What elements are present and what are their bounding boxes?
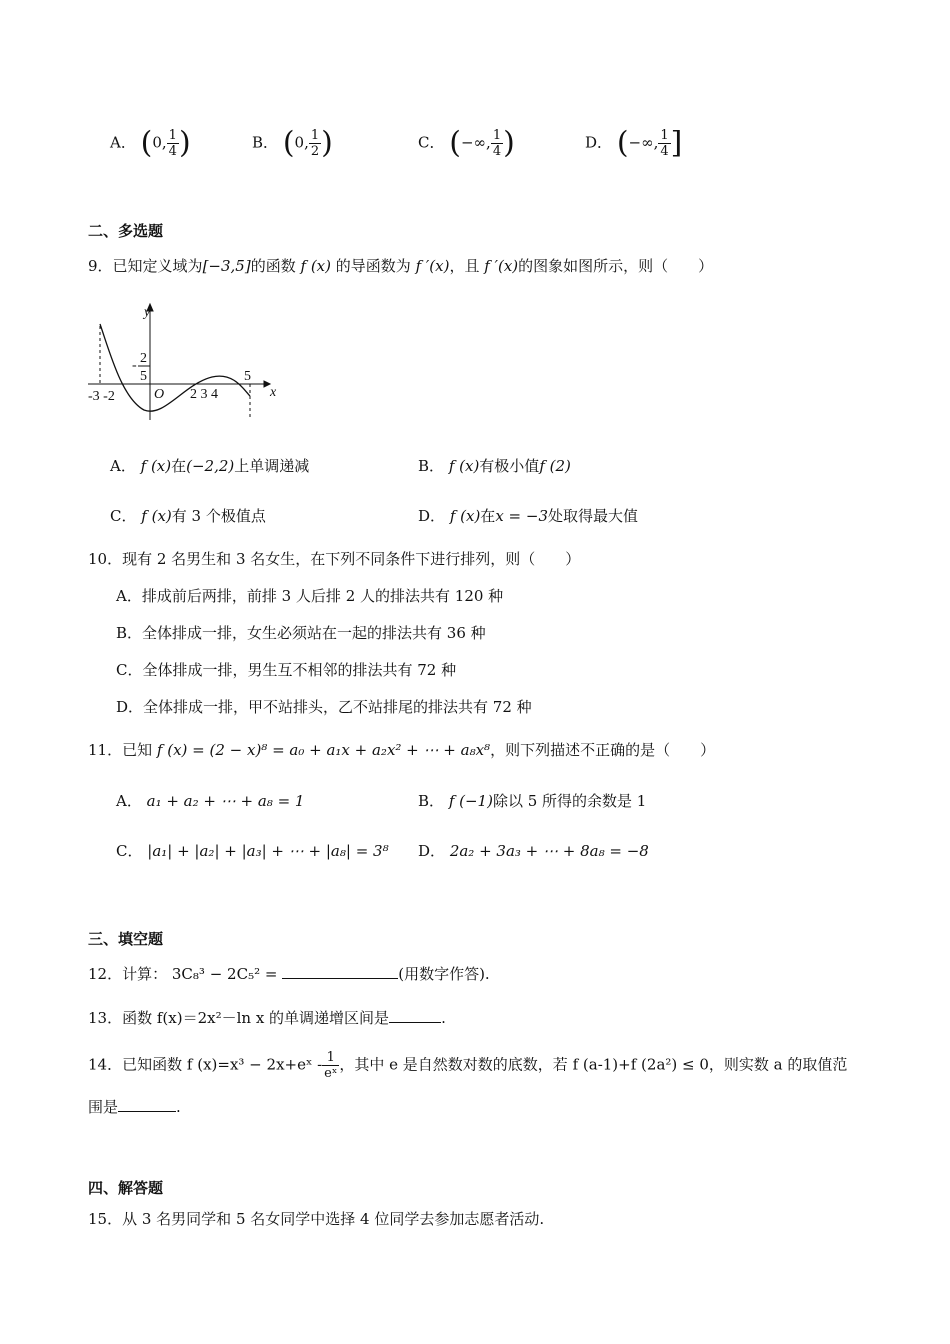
derivative-curve xyxy=(100,324,250,411)
q8-option-c xyxy=(418,125,515,161)
option-text: 全体排成一排，甲不站排头，乙不站排尾的排法共有 72 种 xyxy=(143,698,532,716)
section-heading-free-response: 四、解答题 xyxy=(88,1179,164,1197)
option-label: C． xyxy=(116,661,143,679)
option-label: D． xyxy=(418,507,446,525)
derivative-symbol: f ′(x) xyxy=(415,257,450,275)
open-paren: ( xyxy=(449,125,461,161)
stem-text: 的图象如图所示，则（ ） xyxy=(518,257,714,275)
stem-text: ，则下列描述不正确的是（ ） xyxy=(490,741,716,759)
x-tick-labels-left: -3 -2 xyxy=(88,389,115,404)
interval-left: −∞, xyxy=(628,133,659,152)
q9-option-c xyxy=(110,506,266,526)
q10-option-d xyxy=(116,697,532,717)
option-label: B． xyxy=(252,133,279,152)
interval-left: 0, xyxy=(294,133,309,152)
q12-stem xyxy=(88,964,490,984)
denominator: eˣ xyxy=(324,1066,338,1081)
math-expression: a₁ + a₂ + ⋯ + a₈ = 1 xyxy=(146,792,305,810)
open-paren: ( xyxy=(140,125,153,161)
close-paren: ) xyxy=(503,125,515,161)
question-number: 15． xyxy=(88,1210,123,1228)
q11-option-b xyxy=(418,791,646,811)
option-text: 全体排成一排，男生互不相邻的排法共有 72 种 xyxy=(142,661,457,679)
q11-option-a xyxy=(116,791,304,811)
q9-option-d xyxy=(418,506,638,526)
fraction xyxy=(322,1050,339,1081)
fraction xyxy=(167,128,179,159)
option-label: D． xyxy=(585,133,613,152)
option-text: 有 3 个极值点 xyxy=(171,507,266,525)
math-expression: 2a₂ + 3a₃ + ⋯ + 8a₈ = −8 xyxy=(449,842,649,860)
answer-blank[interactable] xyxy=(282,964,398,979)
q10-option-c xyxy=(116,660,456,680)
y-intercept-sign: - xyxy=(132,358,137,373)
open-paren: ( xyxy=(616,125,629,161)
q11-stem xyxy=(88,740,715,760)
fraction xyxy=(491,128,503,159)
math-expression: f (−1) xyxy=(448,792,493,810)
stem-text: . xyxy=(441,1009,446,1027)
y-axis-label: y xyxy=(144,305,151,320)
numerator: 1 xyxy=(322,1050,339,1066)
question-number: 14． xyxy=(88,1055,123,1074)
option-text: 有极小值 xyxy=(479,457,540,475)
q8-option-b xyxy=(252,125,333,161)
y-intercept-numerator: 2 xyxy=(140,351,147,366)
q14-stem xyxy=(88,1050,847,1081)
interval-left: 0, xyxy=(152,133,167,152)
q14-stem-line2 xyxy=(88,1097,181,1117)
math-expression: |a₁| + |a₂| + |a₃| + ⋯ + |a₈| = 3⁸ xyxy=(147,842,389,860)
numerator: 1 xyxy=(310,128,320,143)
y-intercept-denominator: 5 xyxy=(140,369,147,384)
stem-text: 已知函数 xyxy=(122,1055,183,1074)
math-expression: f (x) xyxy=(140,457,172,475)
option-text: 处取得最大值 xyxy=(548,507,639,525)
interval-left: −∞, xyxy=(460,133,491,152)
denominator: 4 xyxy=(492,144,502,159)
section-heading-multiple-choice: 二、多选题 xyxy=(88,222,164,240)
math-expression: f (x) xyxy=(449,507,481,525)
question-number: 11． xyxy=(88,741,123,759)
domain-interval: [−3,5] xyxy=(202,257,251,275)
denominator: 4 xyxy=(168,144,177,159)
x-axis-label: x xyxy=(270,385,277,400)
option-text: 在 xyxy=(480,507,496,525)
option-label: A． xyxy=(116,792,142,810)
answer-blank[interactable] xyxy=(118,1097,176,1112)
denominator: 2 xyxy=(310,144,320,159)
q15-stem xyxy=(88,1209,544,1229)
stem-text: ，其中 e 是自然数对数的底数，若 xyxy=(339,1055,568,1074)
q9-option-a xyxy=(110,456,309,476)
option-text: 全体排成一排，女生必须站在一起的排法共有 36 种 xyxy=(142,624,486,642)
option-text: 上单调递减 xyxy=(234,457,310,475)
stem-text: 已知 xyxy=(122,741,153,759)
q13-stem xyxy=(88,1008,446,1028)
stem-text: 从 3 名男同学和 5 名女同学中选择 4 位同学去参加志愿者活动. xyxy=(122,1210,545,1228)
option-text: 在 xyxy=(171,457,187,475)
open-paren: ( xyxy=(282,125,295,161)
stem-text: 现有 2 名男生和 3 名女生，在下列不同条件下进行排列，则（ ） xyxy=(122,550,581,568)
math-interval: (−2,2) xyxy=(186,457,235,475)
q11-option-d xyxy=(418,841,649,861)
q10-option-b xyxy=(116,623,486,643)
math-expression: 3C₈³ − 2C₅² = xyxy=(171,965,278,983)
close-paren: ) xyxy=(321,125,333,161)
option-label: D． xyxy=(418,842,446,860)
q8-option-a xyxy=(110,125,191,161)
question-number: 12． xyxy=(88,965,123,983)
fraction xyxy=(309,128,321,159)
close-paren: ) xyxy=(178,125,191,161)
stem-text: 函数 f(x)＝2x²－ln x 的单调递增区间是 xyxy=(122,1009,390,1027)
question-number: 13． xyxy=(88,1009,123,1027)
stem-text: ，则实数 a 的取值范 xyxy=(708,1055,848,1074)
stem-text: 围是 xyxy=(88,1098,119,1116)
option-label: D． xyxy=(116,698,144,716)
option-label: A． xyxy=(110,133,136,152)
math-formula: f (x) = (2 − x)⁸ = a₀ + a₁x + a₂x² + ⋯ + a₈x⁸ xyxy=(156,741,491,759)
section-heading-fill-in: 三、填空题 xyxy=(88,930,164,948)
q11-option-c xyxy=(116,841,389,861)
question-number: 10． xyxy=(88,550,123,568)
option-label: A． xyxy=(116,587,142,605)
option-label: B． xyxy=(418,792,445,810)
option-label: B． xyxy=(116,624,143,642)
function-symbol: f (x) xyxy=(300,257,331,275)
math-equation: x = −3 xyxy=(495,507,548,525)
answer-blank[interactable] xyxy=(389,1008,441,1023)
x-tick-labels-right: 2 3 4 xyxy=(190,387,218,402)
math-expression: f (x) xyxy=(448,457,480,475)
stem-text: (用数字作答). xyxy=(398,965,490,983)
denominator: 4 xyxy=(660,144,669,159)
q9-stem xyxy=(88,256,713,276)
q8-option-d xyxy=(585,125,683,161)
derivative-symbol: f ′(x) xyxy=(484,257,519,275)
option-label: C． xyxy=(116,842,143,860)
math-function: f (x)=x³ − 2x+eˣ - xyxy=(186,1055,323,1074)
origin-label: O xyxy=(154,387,165,402)
stem-text: ，且 xyxy=(449,257,480,275)
numerator: 1 xyxy=(168,128,177,143)
fraction xyxy=(658,128,670,159)
option-label: B． xyxy=(418,457,445,475)
numerator: 1 xyxy=(492,128,502,143)
math-expression: f (x) xyxy=(141,507,172,525)
option-text: 除以 5 所得的余数是 1 xyxy=(492,792,647,810)
option-text: 排成前后两排，前排 3 人后排 2 人的排法共有 120 种 xyxy=(141,587,504,605)
question-number: 9． xyxy=(88,257,113,275)
q9-option-b xyxy=(418,456,571,476)
stem-text: 计算： xyxy=(122,965,168,983)
option-label: A． xyxy=(110,457,136,475)
q10-option-a xyxy=(116,586,503,606)
x-tick-label-5: 5 xyxy=(244,369,251,384)
math-expression: f (2) xyxy=(539,457,571,475)
derivative-graph xyxy=(84,298,284,428)
stem-text: 的函数 xyxy=(250,257,296,275)
stem-text: 已知定义域为 xyxy=(112,257,203,275)
option-label: C． xyxy=(110,507,137,525)
numerator: 1 xyxy=(660,128,669,143)
math-inequality: f (a-1)+f (2a²) ≤ 0 xyxy=(572,1055,709,1074)
close-paren: ] xyxy=(670,125,683,161)
stem-text: 的导函数为 xyxy=(335,257,411,275)
q10-stem xyxy=(88,549,580,569)
option-label: C． xyxy=(418,133,445,152)
stem-text: . xyxy=(176,1098,181,1116)
